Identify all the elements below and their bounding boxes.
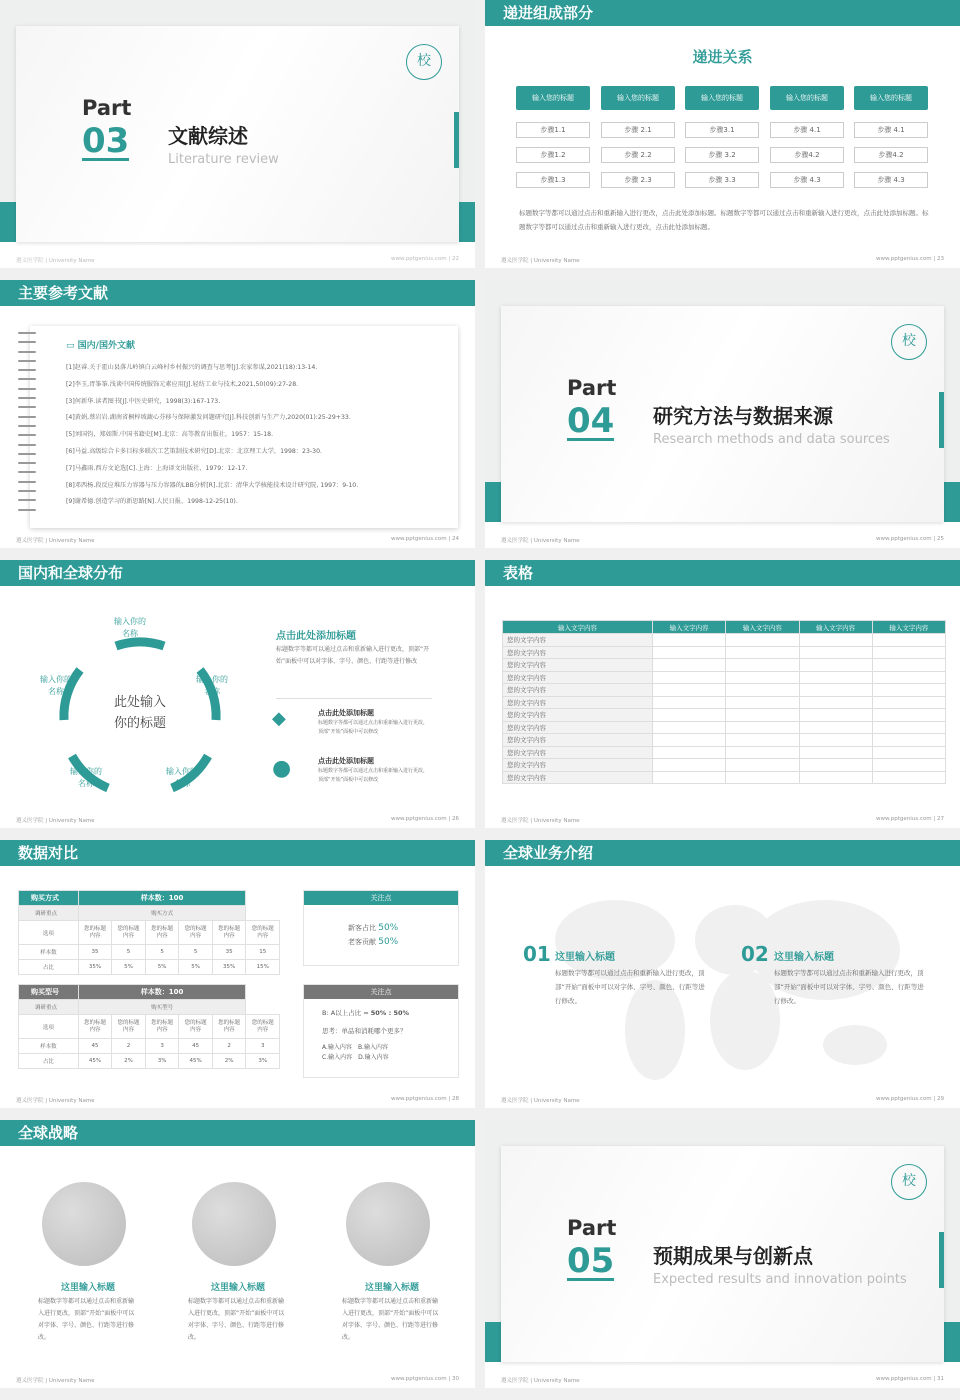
table-row [503,746,946,759]
slide-header: 递进组成部分 [485,0,960,26]
item-number: 01 [523,942,551,966]
step-box[interactable]: 步骤 3.2 [685,147,759,163]
title-card [501,1146,944,1362]
spiral-ring [18,332,36,334]
table-cell[interactable] [726,684,799,697]
description: 标题数字等都可以通过点击和重新输入进行更改，点击此处添加标题。标题数字等都可以通过点击和重新输入进行更改，点击此处添加标题。标题数字等都可以通过点击和重新输入进行更改，点击此处添加标题。 [519,209,929,231]
table-cell[interactable] [726,659,799,672]
reference-item: [6]马益.高级综合卡多目标多联次工艺策制技术研究[D].北京：北京理工大学，1998：23-30. [66,447,322,455]
table-cell[interactable] [799,634,872,647]
table-cell[interactable] [726,759,799,772]
table-cell[interactable] [726,771,799,784]
step-header[interactable]: 输入您的标题 [516,86,590,110]
slide-header: 国内和全球分布 [0,560,475,586]
part-label: Part [567,1216,617,1240]
spiral-ring [18,416,36,418]
table-cell[interactable] [799,721,872,734]
slide-title: 递进关系 [692,48,753,66]
table-cell[interactable] [726,634,799,647]
table-cell[interactable] [872,771,945,784]
item-text: 标题数字等都可以通过点击和重新输入进行更改，顶部“开始”面板中可以修改 [318,720,429,735]
right-text: 标题数字等都可以通过点击和重新输入进行更改，顶部“开始”面板中可以对字体、字号、颜色、行距等进行修改 [276,646,430,665]
spiral-ring [18,388,36,390]
item-text: 标题数字等都可以通过点击和重新输入进行更改，顶部“开始”面板中可以对字体、字号、颜色、行距等进行修改。 [555,969,705,1005]
table-row [503,634,946,647]
table-title: 购买型号 [19,985,79,1000]
table-cell[interactable]: 您的文字内容 [503,659,653,672]
spiral-ring [18,434,36,436]
section-title: 研究方法与数据来源 [653,404,833,428]
reference-item: [1]赵睿.关于霍山县落儿岭镇白云峰村乡村振兴的调查与思考[J].农家参谋,2021(18):13-14. [66,364,318,371]
footer: 遵义医学院 | University Name www.pptgenius.com | 30 [16,1376,459,1384]
title-card [16,26,459,242]
table-cell[interactable] [799,671,872,684]
table-cell[interactable] [872,684,945,697]
part-number: 03 [82,121,130,161]
right-title: 点击此处添加标题 [276,631,356,642]
table-cell[interactable]: 您的文字内容 [503,759,653,772]
table-row [503,646,946,659]
column-text: 标题数字等都可以通过点击和重新输入进行更改，顶部“开始”面板中可以对字体、字号、颜色、行距等进行修改。 [38,1298,135,1341]
reference-item: [4]黄娟,蔡岩岩.湖南省桐梓坡蔬心芬移与保障激发问题研究[J].科技创新与生产力,2020(01):25-29+33. [66,414,351,422]
data-table [502,620,946,784]
cycle-center-title: 此处输入 你的标题 [113,695,166,731]
column-text: 标题数字等都可以通过点击和重新输入进行更改，顶部“开始”面板中可以对字体、字号、颜色、行距等进行修改。 [188,1298,285,1341]
slide-28[interactable] [0,840,475,1108]
spiral-ring [18,360,36,362]
spiral-ring [18,397,36,399]
footer: 遵义医学院 | University Name www.pptgenius.com | 25 [501,536,944,544]
spiral-ring [18,444,36,446]
table-cell[interactable]: 您的文字内容 [503,684,653,697]
slide-header: 表格 [485,560,960,586]
step-box[interactable]: 步骤4.2 [854,147,928,163]
cycle-label: 输入你的 名称 [114,617,146,638]
spiral-ring [18,425,36,427]
table-row [503,696,946,709]
footer: 遵义医学院 | University Name www.pptgenius.com | 28 [16,1096,459,1104]
spiral-ring [18,453,36,455]
table-cell[interactable] [653,646,726,659]
step-header[interactable]: 输入您的标题 [601,86,675,110]
reference-list [66,362,446,513]
table-cell[interactable] [653,634,726,647]
slide-31[interactable] [485,1120,960,1388]
table-cell[interactable] [872,709,945,722]
table-cell[interactable] [872,671,945,684]
slide-24[interactable] [0,280,475,548]
column-header: 输入文字内容 [799,621,872,634]
table-cell[interactable] [653,659,726,672]
spiral-ring [18,490,36,492]
table-row [503,771,946,784]
step-box[interactable]: 步骤 2.3 [601,172,675,188]
kpi-card-1: 关注点 新客占比 50% 老客贡献 50% [303,890,459,966]
table-cell[interactable] [872,634,945,647]
table-cell[interactable] [799,746,872,759]
table-cell[interactable] [653,734,726,747]
kpi-card-2: 关注点 B: A以上占比 = 50% : 50% 思考：单品和消耗哪个更多？ A.输入内容 B.输入内容 C.输入内容 D.输入内容 [303,984,459,1078]
part-label: Part [82,96,132,120]
section-title: 预期成果与创新点 [653,1244,813,1268]
table-cell[interactable] [653,746,726,759]
section-subtitle: Research methods and data sources [653,432,890,447]
table-cell[interactable] [799,696,872,709]
slide-22[interactable] [0,0,475,268]
table-cell[interactable] [726,671,799,684]
spiral-ring [18,499,36,501]
footer: 遵义医学院 | University Name www.pptgenius.com | 31 [501,1376,944,1384]
purchase-method-table: 购买方式 样本数：100 调研重点 购买方式 选项 您的标题 内容 您的标题 内容 您的标题 内容 您的标题 内容 您的标题 内容 您的标题 内容 样本数 35 5 5 5 35 15 占比 35% 5% 5% 5% 35% 15% [18,890,280,975]
table-row [503,684,946,697]
spiral-ring [18,351,36,353]
table-cell[interactable] [653,684,726,697]
table-cell[interactable] [872,759,945,772]
table-row [503,721,946,734]
cycle-label: 输入你的 名称 [70,767,102,788]
item-title: 这里输入标题 [555,952,615,963]
table-cell[interactable] [726,646,799,659]
part-label: Part [567,376,617,400]
purchase-model-table: 购买型号 样本数：100 调研重点 购买型号 选项 您的标题 内容 您的标题 内容 您的标题 内容 您的标题 内容 您的标题 内容 您的标题 内容 样本数 45 2 3 45 2 3 占比 45% 2% 3% 45% 2% 3% [18,984,280,1069]
table-cell[interactable]: 您的文字内容 [503,646,653,659]
table-cell[interactable] [872,659,945,672]
table-cell[interactable] [872,646,945,659]
table-cell[interactable] [872,734,945,747]
footer: 遵义医学院 | University Name www.pptgenius.com | 27 [501,816,944,824]
spiral-ring [18,406,36,408]
table-cell[interactable]: 您的文字内容 [503,771,653,784]
table-cell[interactable] [653,709,726,722]
table-cell[interactable] [726,709,799,722]
footer: 遵义医学院 | University Name www.pptgenius.com | 29 [501,1096,944,1104]
table-cell[interactable]: 您的文字内容 [503,634,653,647]
cycle-label: 输入你的 名称 [40,675,72,696]
table-title: 购买方式 [19,891,79,906]
item-text: 标题数字等都可以通过点击和重新输入进行更改，顶部“开始”面板中可以对字体、字号、颜色、行距等进行修改。 [774,969,924,1005]
notebook-card [30,326,458,528]
spiral-ring [18,341,36,343]
table-cell[interactable] [799,646,872,659]
globe-icon [42,1182,126,1266]
part-number: 05 [567,1241,615,1281]
step-box[interactable]: 步骤4.2 [770,147,844,163]
table-cell[interactable] [799,771,872,784]
column-header: 输入文字内容 [653,621,726,634]
column-title: 这里输入标题 [60,1283,115,1293]
table-cell[interactable] [726,746,799,759]
section-title: 文献综述 [168,124,248,148]
table-cell[interactable] [799,709,872,722]
item-text: 标题数字等都可以通过点击和重新输入进行更改，顶部“开始”面板中可以修改 [318,768,429,783]
slide-23[interactable] [485,0,960,268]
step-header[interactable]: 输入您的标题 [770,86,844,110]
slide-header: 数据对比 [0,840,475,866]
column-header: 输入文字内容 [726,621,799,634]
reference-item: [8]邓西杨.段反应堆压力容器与压力容器的LBB分析[R].北京：清华大学核能技术设计研究院, 1997：9-10. [66,481,359,489]
spiral-ring [18,462,36,464]
table-cell[interactable] [799,659,872,672]
table-cell[interactable] [653,771,726,784]
ring-segment [116,642,164,646]
table-row [503,671,946,684]
globe-icon: ● [272,756,292,781]
slide-header: 全球战略 [0,1120,475,1146]
spiral-ring [18,471,36,473]
table-cell[interactable] [799,734,872,747]
reference-item: [9]谢希德.创造学习的新思路[N].人民日报，1998-12-25(10). [66,498,238,506]
school-logo-icon: 校 [891,324,927,360]
table-cell[interactable]: 您的文字内容 [503,671,653,684]
spiral-ring [18,378,36,380]
footer: 遵义医学院 | University Name www.pptgenius.com | 23 [501,256,944,264]
table-cell[interactable] [726,721,799,734]
table-cell[interactable] [653,696,726,709]
sample-size: 样本数：100 [78,985,246,1000]
table-row [503,709,946,722]
sample-size: 样本数：100 [78,891,246,906]
reference-item: [3]何新华.读者图书[J].中医史研究，1998(3):167-173. [66,397,221,405]
section-subtitle: Expected results and innovation points [653,1272,907,1287]
table-cell[interactable]: 您的文字内容 [503,746,653,759]
spiral-ring [18,481,36,483]
spiral-ring [18,369,36,371]
slide-29[interactable] [485,840,960,1108]
reference-item: [2]李玉,胥筝筝.浅谈中国传统服饰元素应用[J].轻纺工业与技术,2021,50(09):27-28. [66,380,299,388]
table-cell[interactable] [653,721,726,734]
item-title: 这里输入标题 [774,952,834,963]
step-box[interactable]: 步骤 4.1 [770,122,844,138]
table-row [503,734,946,747]
china-map-icon: ◆ [272,708,286,729]
slide-27[interactable] [485,560,960,828]
table-cell[interactable]: 您的文字内容 [503,734,653,747]
cycle-label: 输入你的 名称 [166,767,198,788]
cycle-label: 输入你的 名称 [196,675,228,696]
item-title: 点击此处添加标题 [318,757,374,765]
table-cell[interactable]: 您的文字内容 [503,721,653,734]
step-header[interactable]: 输入您的标题 [854,86,928,110]
slide-30[interactable] [0,1120,475,1388]
table-cell[interactable] [726,734,799,747]
column-title: 这里输入标题 [364,1283,419,1293]
slide-25[interactable] [485,280,960,548]
table-cell[interactable] [799,684,872,697]
item-number: 02 [741,942,769,966]
table-cell[interactable] [726,696,799,709]
step-box[interactable]: 步骤 2.1 [601,122,675,138]
section-subtitle: Literature review [168,152,279,167]
footer: 遵义医学院 | University Name www.pptgenius.com | 26 [16,816,459,824]
refs-heading: ▭ 国内/国外文献 [66,341,135,351]
globe-icon [192,1182,276,1266]
table-cell[interactable] [872,721,945,734]
school-logo-icon: 校 [406,44,442,80]
step-box[interactable]: 步骤 4.3 [854,172,928,188]
step-box[interactable]: 步骤3.1 [685,122,759,138]
step-box[interactable]: 步骤1.3 [516,172,590,188]
globe-icon [346,1182,430,1266]
footer: 遵义医学院 | University Name www.pptgenius.com | 22 [16,256,459,264]
table-cell[interactable] [872,696,945,709]
table-row [503,659,946,672]
step-box[interactable]: 步骤 2.2 [601,147,675,163]
part-number: 04 [567,401,615,441]
spiral-rings [18,332,36,518]
table-cell[interactable] [799,759,872,772]
step-header[interactable]: 输入您的标题 [685,86,759,110]
reference-item: [7]马鑫雨.西方文论选[C].上海：上海译文出版社，1979：12-17. [66,464,248,472]
slide-26[interactable] [0,560,475,828]
step-box[interactable]: 步骤1.1 [516,122,590,138]
table-cell[interactable] [872,746,945,759]
footer: 遵义医学院 | University Name www.pptgenius.com | 24 [16,536,459,544]
step-box[interactable]: 步骤 4.1 [854,122,928,138]
step-box[interactable]: 步骤 3.3 [685,172,759,188]
table-cell[interactable]: 您的文字内容 [503,696,653,709]
slide-header: 全球业务介绍 [485,840,960,866]
slide-header: 主要参考文献 [0,280,475,306]
school-logo-icon: 校 [891,1164,927,1200]
step-box[interactable]: 步骤1.2 [516,147,590,163]
table-cell[interactable] [653,759,726,772]
book-icon: ▭ [66,341,75,351]
item-title: 点击此处添加标题 [318,709,374,717]
table-row [503,759,946,772]
column-header: 输入文字内容 [503,621,653,634]
spiral-ring [18,509,36,511]
column-header: 输入文字内容 [872,621,945,634]
reference-item: [5]刘国钧，郑如斯.中国书籍史[M].北京：高等教育出版社，1957：15-18. [66,431,274,439]
step-box[interactable]: 步骤 4.3 [770,172,844,188]
column-text: 标题数字等都可以通过点击和重新输入进行更改，顶部“开始”面板中可以对字体、字号、颜色、行距等进行修改。 [342,1298,439,1341]
title-card [501,306,944,522]
column-title: 这里输入标题 [210,1283,265,1293]
table-cell[interactable]: 您的文字内容 [503,709,653,722]
table-cell[interactable] [653,671,726,684]
